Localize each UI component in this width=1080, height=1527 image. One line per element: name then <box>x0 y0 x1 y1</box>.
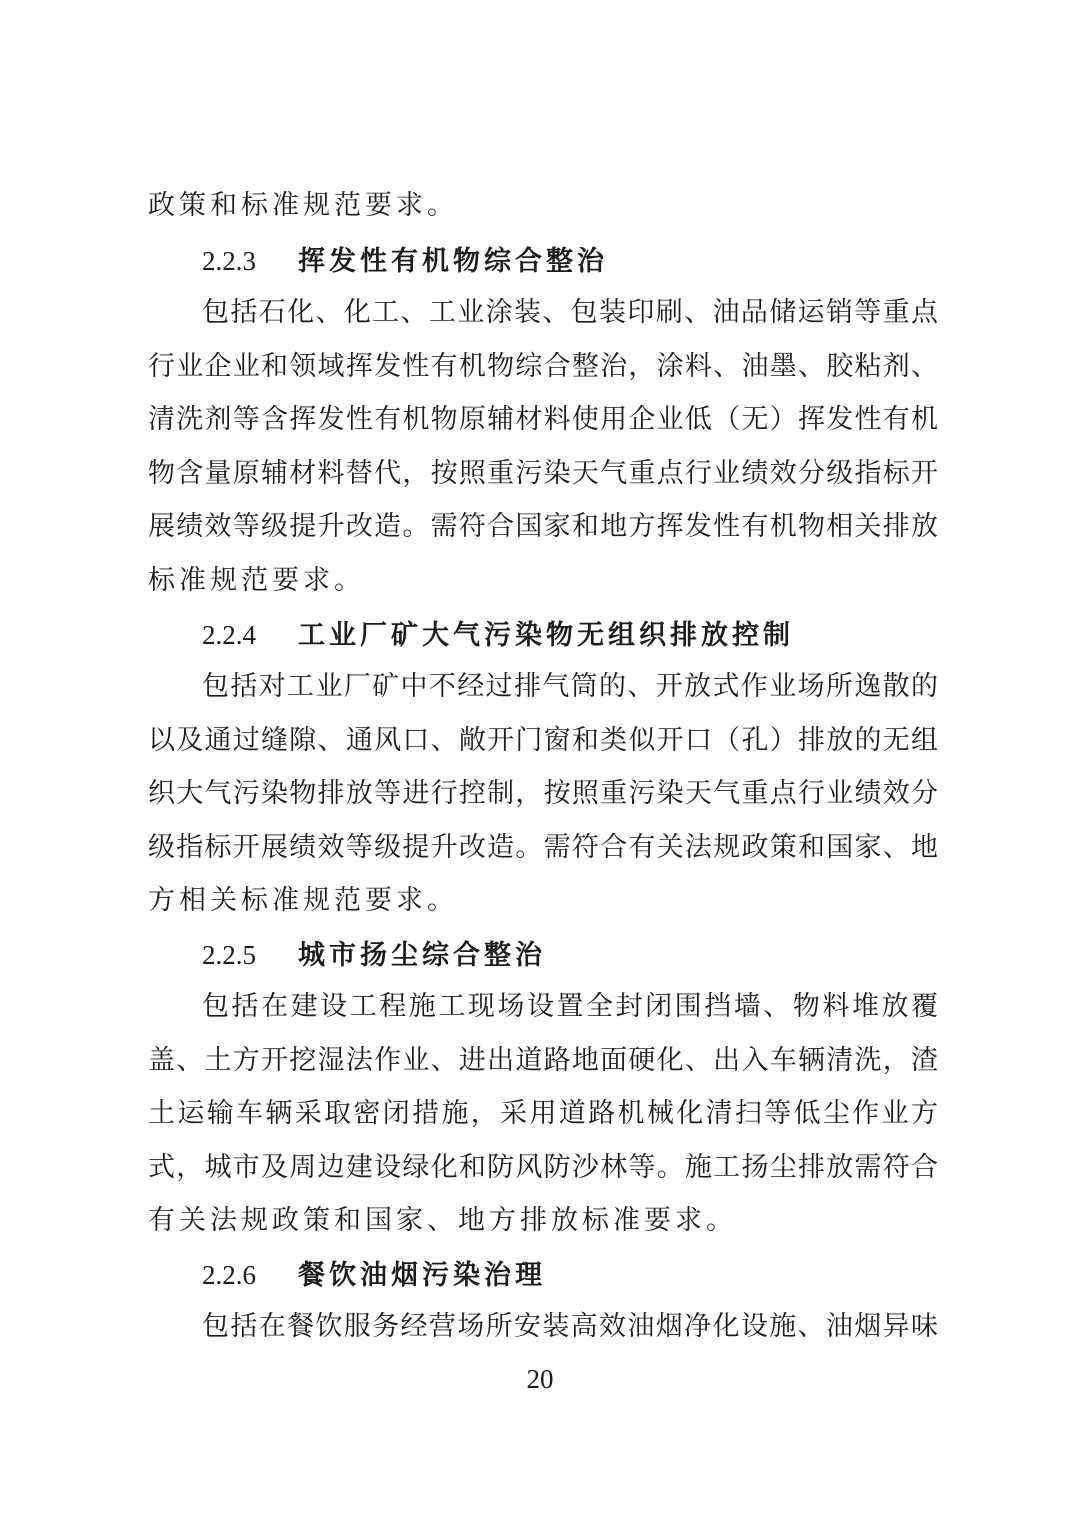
text-line: 有关法规政策和国家、地方排放标准要求。 <box>148 1205 737 1236</box>
paragraph-first-line: 包括对工业厂矿中不经过排气筒的、开放式作业场所逸散的 <box>202 671 938 702</box>
text-line: 展绩效等级提升改造。需符合国家和地方挥发性有机物相关排放 <box>148 511 938 542</box>
text-line: 标准规范要求。 <box>148 565 365 596</box>
text-line: 物含量原辅材料替代，按照重污染天气重点行业绩效分级指标开 <box>148 458 938 489</box>
text-line: 行业企业和领域挥发性有机物综合整治，涂料、油墨、胶粘剂、 <box>148 351 938 382</box>
section-heading-2-2-6 <box>202 1253 546 1297</box>
text-line: 级指标开展绩效等级提升改造。需符合有关法规政策和国家、地 <box>148 832 938 863</box>
text-line: 政策和标准规范要求。 <box>148 190 458 221</box>
section-title: 挥发性有机物综合整治 <box>298 246 608 277</box>
page-number: 20 <box>526 1364 554 1394</box>
section-title: 工业厂矿大气污染物无组织排放控制 <box>298 620 794 651</box>
text-line: 盖、土方开挖湿法作业、进出道路地面硬化、出入车辆清洗，渣 <box>148 1045 938 1076</box>
text-line: 织大气污染物排放等进行控制，按照重污染天气重点行业绩效分 <box>148 778 938 809</box>
section-number: 2.2.3 <box>202 246 256 276</box>
section-heading-2-2-3 <box>202 239 608 283</box>
paragraph-first-line: 包括在餐饮服务经营场所安装高效油烟净化设施、油烟异味 <box>202 1311 938 1342</box>
section-heading-2-2-5 <box>202 933 546 977</box>
section-title: 餐饮油烟污染治理 <box>298 1260 546 1291</box>
paragraph-first-line: 包括石化、化工、工业涂装、包装印刷、油品储运销等重点 <box>202 297 938 328</box>
text-line: 土运输车辆采取密闭措施，采用道路机械化清扫等低尘作业方 <box>148 1098 938 1129</box>
section-number: 2.2.5 <box>202 940 256 970</box>
paragraph-first-line: 包括在建设工程施工现场设置全封闭围挡墙、物料堆放覆 <box>202 991 938 1022</box>
text-line: 清洗剂等含挥发性有机物原辅材料使用企业低（无）挥发性有机 <box>148 404 938 435</box>
text-line: 以及通过缝隙、通风口、敞开门窗和类似开口（孔）排放的无组 <box>148 725 938 756</box>
text-line: 式，城市及周边建设绿化和防风防沙林等。施工扬尘排放需符合 <box>148 1152 938 1183</box>
section-heading-2-2-4 <box>202 613 794 657</box>
section-number: 2.2.4 <box>202 620 256 650</box>
section-title: 城市扬尘综合整治 <box>298 940 546 971</box>
section-number: 2.2.6 <box>202 1260 256 1290</box>
text-line: 方相关标准规范要求。 <box>148 885 458 916</box>
